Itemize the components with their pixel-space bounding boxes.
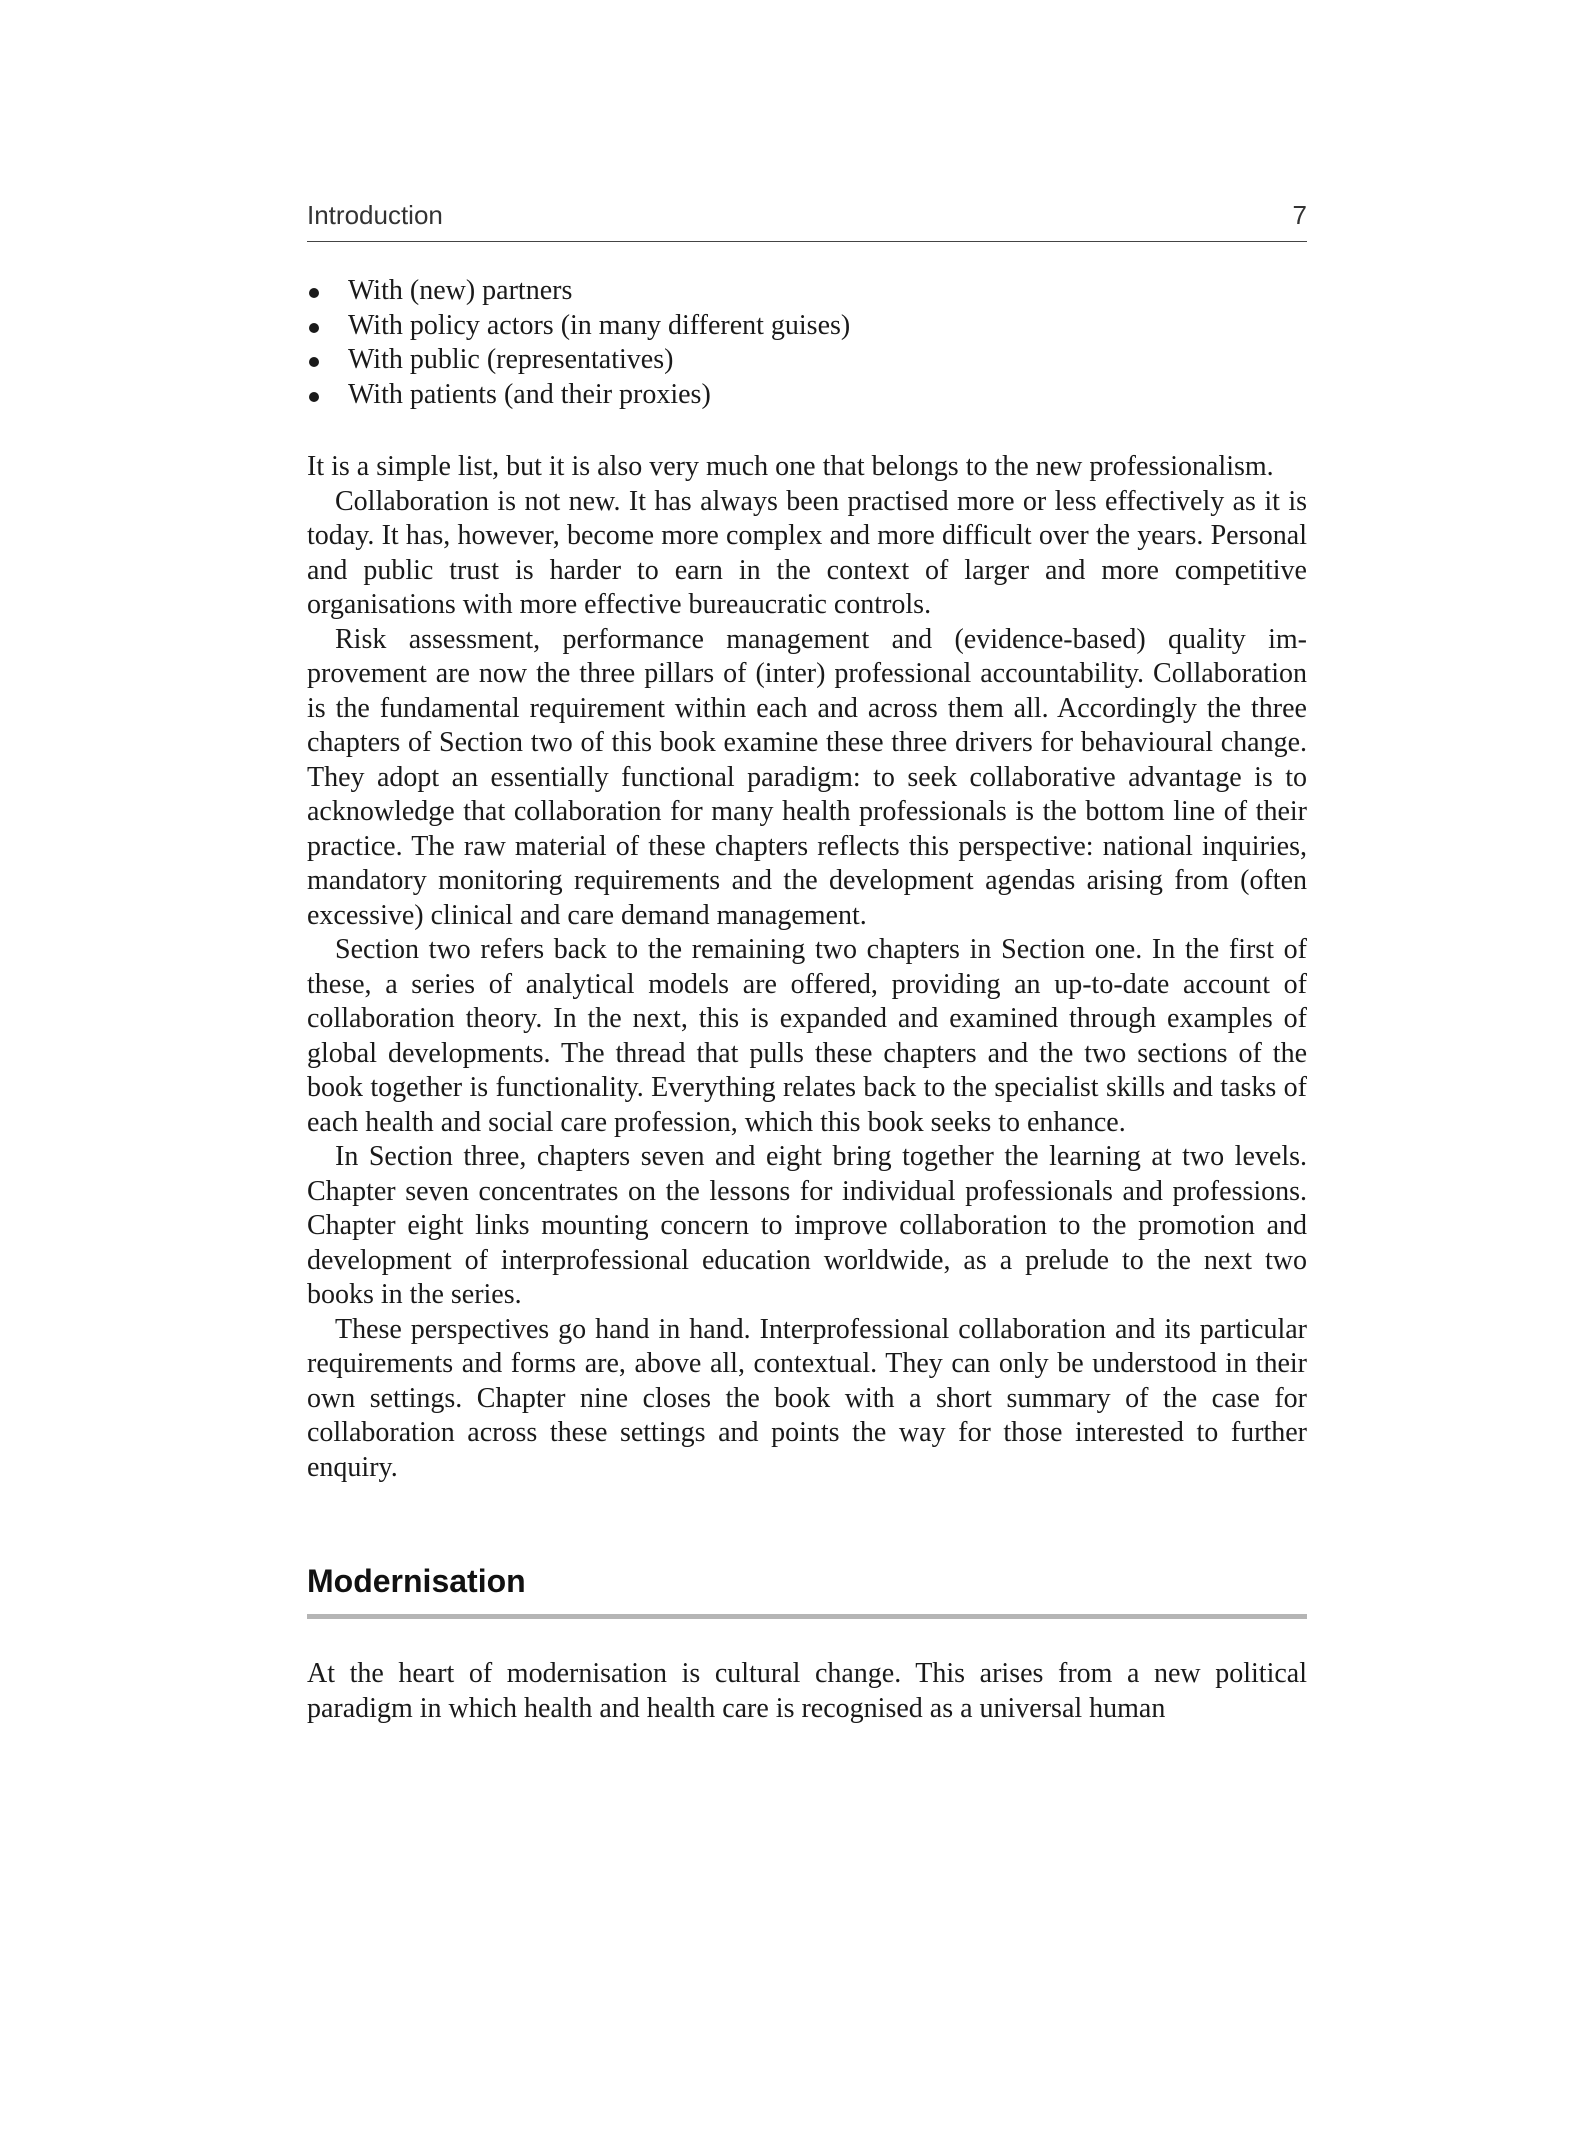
paragraph: Collaboration is not new. It has always been practised more or less effectively as it is today. It has, however, become more complex and more difficult over the years. Personal and public trust is harder to earn in the context of larger and more competitive organisations with more effective bureaucratic controls. [307, 485, 1307, 620]
list-item-text: With (new) partners [348, 275, 573, 306]
list-item-text: With patients (and their proxies) [348, 378, 711, 410]
chapter-title: Introduction [307, 200, 443, 230]
section-body [307, 1657, 1307, 1726]
paragraph: It is a simple list, but it is also very much one that belongs to the new professionalism. [307, 451, 1274, 482]
book-page [307, 200, 1307, 1726]
bullet-icon [309, 357, 319, 367]
bullet-list [307, 274, 1307, 412]
bullet-icon [309, 392, 319, 402]
running-header [307, 200, 1307, 242]
section-heading: Modernisation [307, 1563, 1307, 1619]
list-item-text: With public (representatives) [348, 344, 674, 375]
paragraph: At the heart of modernisation is cultural change. This arises from a new political paradigm in which health and health care is recognised as a universal human [307, 1658, 1307, 1724]
list-item [307, 378, 1307, 413]
list-item [307, 309, 1307, 344]
bullet-icon [309, 323, 319, 333]
bullet-icon [309, 288, 319, 298]
paragraph: Section two refers back to the remaining two chapters in Section one. In the first of these, a series of analytical models are offered, providing an up-to-date account of collaboration theory. In the next, this is expanded and examined through examples of global developments. The thread that pulls these chapters and the two sections of the book together is functionality. Everything relates back to the specialist skills and tasks of each health and social care profession, which this book seeks to enhance. [307, 934, 1307, 1138]
paragraph: These perspectives go hand in hand. Interprofessional collaboration and its particular requirements and forms are, above all, contextual. They can only be understood in their own settings. Chapter nine closes the book with a short summary of the case for collaboration across these settings and points the way for those interested to further enquiry. [307, 1313, 1307, 1483]
paragraph: In Section three, chapters seven and eight bring together the learning at two levels. Chapter seven concentrates on the lessons for individual professionals and professions. Chapter eight links mounting concern to improve collaboration to the promotion and development of interprofessional education worldwide, as a prelude to the next two books in the series. [307, 1141, 1307, 1310]
list-item [307, 274, 1307, 309]
list-item-text: With policy actors (in many different guises) [348, 309, 851, 341]
paragraph: Risk assessment, performance management and (evidence-based) quality improvement are now the three pillars of (inter) professional accountability. Collaboration is the fundamental requirement within each and across them all. Accordingly the three chapters of Section two of this book examine these three drivers for behavioural change. They adopt an essentially functional paradigm: to seek collaborative advantage is to acknowledge that collaboration for many health professionals is the bottom line of their practice. The raw material of these chapters reflects this perspective: national inquiries, mandatory monitoring requirements and the development agendas arising from (often excessive) clinical and care demand management. [307, 623, 1307, 931]
page-number: 7 [1292, 200, 1307, 230]
list-item [307, 343, 1307, 378]
body-text [307, 450, 1307, 1485]
